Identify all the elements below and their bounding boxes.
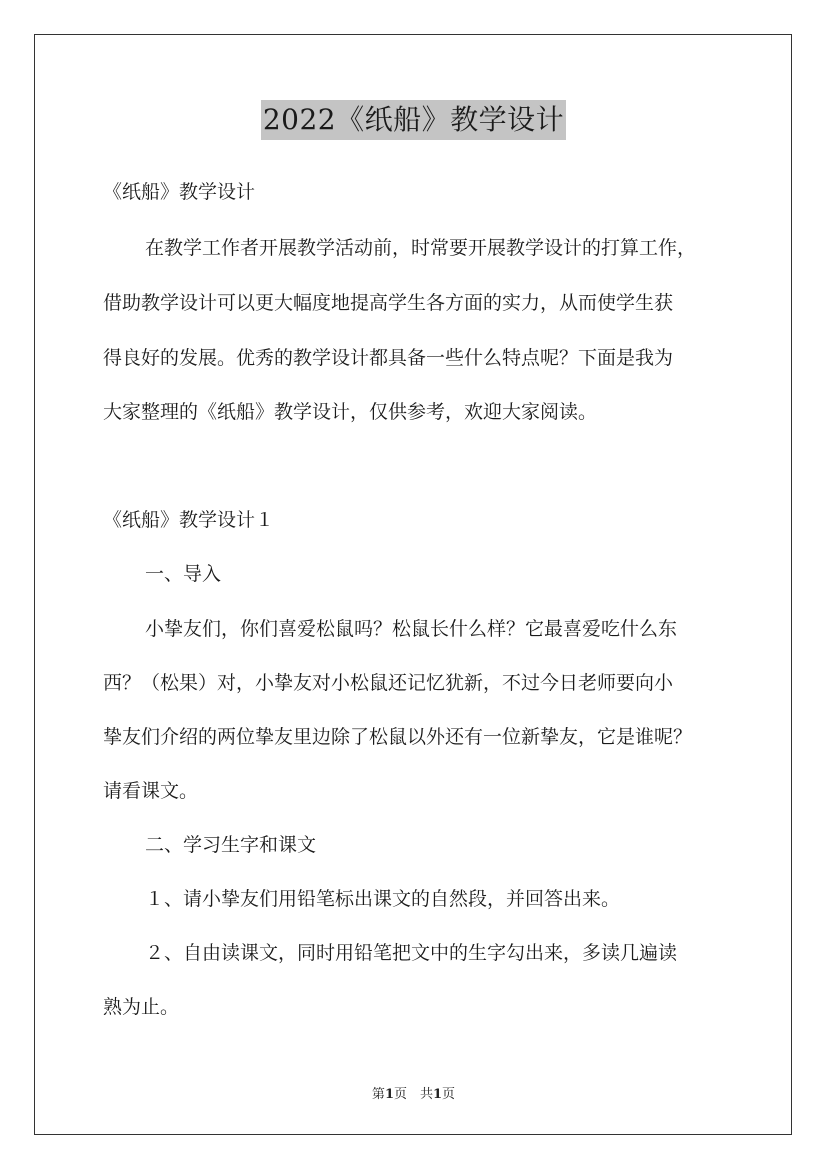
section-1-line-4: 请看课文。 bbox=[103, 780, 199, 802]
footer-prefix: 第 bbox=[371, 1087, 385, 1102]
item-2-line-2: 熟为止。 bbox=[103, 996, 180, 1018]
document-title: 2022《纸船》教学设计 bbox=[261, 100, 566, 140]
section-2-heading: 二、学习生字和课文 bbox=[145, 834, 317, 856]
intro-line-3: 得良好的发展。优秀的教学设计都具备一些什么特点呢？下面是我为 bbox=[103, 347, 674, 369]
intro-line-4: 大家整理的《纸船》教学设计，仅供参考，欢迎大家阅读。 bbox=[103, 401, 598, 423]
heading-1: 《纸船》教学设计 bbox=[103, 181, 256, 203]
title-wrap bbox=[0, 100, 827, 140]
page-footer bbox=[0, 1083, 827, 1102]
footer-suffix: 页 bbox=[442, 1087, 456, 1102]
section-1-line-1: 小挚友们，你们喜爱松鼠吗？松鼠长什么样？它最喜爱吃什么东 bbox=[145, 618, 678, 640]
item-2-line-1: ２、自由读课文，同时用铅笔把文中的生字勾出来，多读几遍读 bbox=[145, 942, 678, 964]
item-1: １、请小挚友们用铅笔标出课文的自然段，并回答出来。 bbox=[145, 888, 621, 910]
heading-2: 《纸船》教学设计１ bbox=[103, 509, 275, 531]
section-1-line-3: 挚友们介绍的两位挚友里边除了松鼠以外还有一位新挚友，它是谁呢？ bbox=[103, 726, 693, 748]
intro-line-2: 借助教学设计可以更大幅度地提高学生各方面的实力，从而使学生获 bbox=[103, 292, 674, 314]
footer-page-total: 1 bbox=[433, 1087, 443, 1102]
section-1-heading: 一、导入 bbox=[145, 563, 222, 585]
footer-page-number: 1 bbox=[384, 1087, 394, 1102]
footer-mid: 页 共 bbox=[393, 1087, 433, 1102]
intro-line-1: 在教学工作者开展教学活动前，时常要开展教学设计的打算工作， bbox=[145, 237, 697, 259]
section-1-line-2: 西？（松果）对，小挚友对小松鼠还记忆犹新，不过今日老师要向小 bbox=[103, 672, 674, 694]
